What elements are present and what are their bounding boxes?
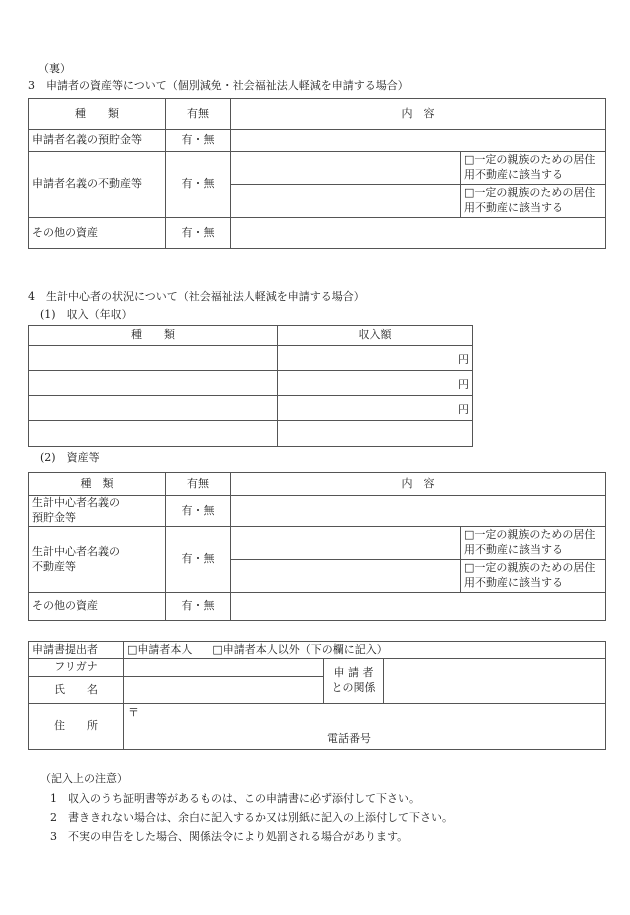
assets-other-content[interactable] [231, 593, 606, 621]
assets-other-yn[interactable]: 有・無 [166, 593, 231, 621]
income-amount-2[interactable]: 円 [278, 371, 473, 396]
page-side-label: （裏） [38, 62, 71, 75]
row-other-content[interactable] [231, 218, 606, 249]
row-other-type: その他の資産 [29, 218, 166, 249]
row-realestate-yn[interactable]: 有・無 [166, 152, 231, 218]
name-field[interactable] [124, 677, 324, 704]
income-type-1[interactable] [29, 346, 278, 371]
income-amount-1[interactable]: 円 [278, 346, 473, 371]
assets-other-type: その他の資産 [29, 593, 166, 621]
assets-header-yn: 有無 [166, 473, 231, 496]
relation-field[interactable] [384, 659, 606, 704]
assets-header-type: 種 類 [29, 473, 166, 496]
address-label: 住 所 [29, 704, 124, 750]
option-other-checkbox[interactable]: □申請者本人以外（下の欄に記入） [212, 642, 388, 656]
income-amount-4[interactable] [278, 421, 473, 447]
section4-title: 4 生計中心者の状況について（社会福祉法人軽減を申請する場合） [28, 290, 365, 303]
assets-realestate-type-line2: 不動産等 [32, 559, 76, 573]
assets-realestate-content-1[interactable] [231, 527, 461, 560]
assets-savings-content[interactable] [231, 496, 606, 527]
income-type-2[interactable] [29, 371, 278, 396]
phone-label: 電話番号 [327, 732, 371, 746]
income-amount-3[interactable]: 円 [278, 396, 473, 421]
header-type: 種 類 [29, 99, 166, 130]
relation-label-line1: 申 請 者 [333, 666, 374, 680]
assets-savings-type-line1: 生計中心者名義の [32, 496, 120, 510]
option-self-checkbox[interactable]: □申請者本人 [127, 642, 193, 656]
income-type-3[interactable] [29, 396, 278, 421]
relation-label [324, 659, 384, 704]
income-type-4[interactable] [29, 421, 278, 447]
income-title: (1) 収入（年収） [40, 308, 133, 321]
row-savings-content[interactable] [231, 130, 606, 152]
income-header-amount: 収入額 [278, 326, 473, 346]
assets-residence-checkbox-1[interactable]: □一定の親族のための居住用不動産に該当する [461, 527, 606, 560]
furigana-field[interactable] [124, 659, 324, 677]
assets-realestate-type [29, 527, 166, 593]
header-yn: 有無 [166, 99, 231, 130]
applicant-assets-table [28, 98, 606, 249]
name-label: 氏 名 [29, 677, 124, 704]
address-field[interactable] [124, 704, 606, 750]
note-item-3: 3 不実の申告をした場合、関係法令により処罰される場合があります。 [50, 830, 409, 843]
note-item-2: 2 書ききれない場合は、余白に記入するか又は別紙に記入の上添付して下さい。 [50, 811, 453, 824]
assets-realestate-yn[interactable]: 有・無 [166, 527, 231, 593]
assets-title: (2) 資産等 [40, 451, 100, 464]
assets-savings-type [29, 496, 166, 527]
residence-checkbox-2[interactable]: □一定の親族のための居住用不動産に該当する [461, 185, 606, 218]
header-content: 内 容 [231, 99, 606, 130]
notes-title: （記入上の注意） [40, 772, 128, 785]
household-assets-table [28, 472, 606, 621]
row-other-yn[interactable]: 有・無 [166, 218, 231, 249]
assets-savings-yn[interactable]: 有・無 [166, 496, 231, 527]
submitter-options [124, 642, 606, 659]
income-table [28, 325, 473, 447]
row-savings-yn[interactable]: 有・無 [166, 130, 231, 152]
section3-title: 3 申請者の資産等について（個別減免・社会福祉法人軽減を申請する場合） [28, 79, 409, 92]
postal-mark: 〒 [128, 706, 139, 719]
submitter-table [28, 641, 606, 750]
relation-label-line2: との関係 [331, 681, 376, 694]
assets-realestate-type-line1: 生計中心者名義の [32, 544, 120, 558]
row-realestate-type: 申請者名義の不動産等 [29, 152, 166, 218]
assets-header-content: 内 容 [231, 473, 606, 496]
submitter-label: 申請書提出者 [29, 642, 124, 659]
row-realestate-content-2[interactable] [231, 185, 461, 218]
row-realestate-content-1[interactable] [231, 152, 461, 185]
furigana-label: フリガナ [29, 659, 124, 677]
assets-savings-type-line2: 預貯金等 [32, 511, 76, 524]
assets-residence-checkbox-2[interactable]: □一定の親族のための居住用不動産に該当する [461, 560, 606, 593]
income-header-type: 種 類 [29, 326, 278, 346]
residence-checkbox-1[interactable]: □一定の親族のための居住用不動産に該当する [461, 152, 606, 185]
assets-realestate-content-2[interactable] [231, 560, 461, 593]
note-item-1: 1 収入のうち証明書等があるものは、この申請書に必ず添付して下さい。 [50, 792, 420, 805]
row-savings-type: 申請者名義の預貯金等 [29, 130, 166, 152]
